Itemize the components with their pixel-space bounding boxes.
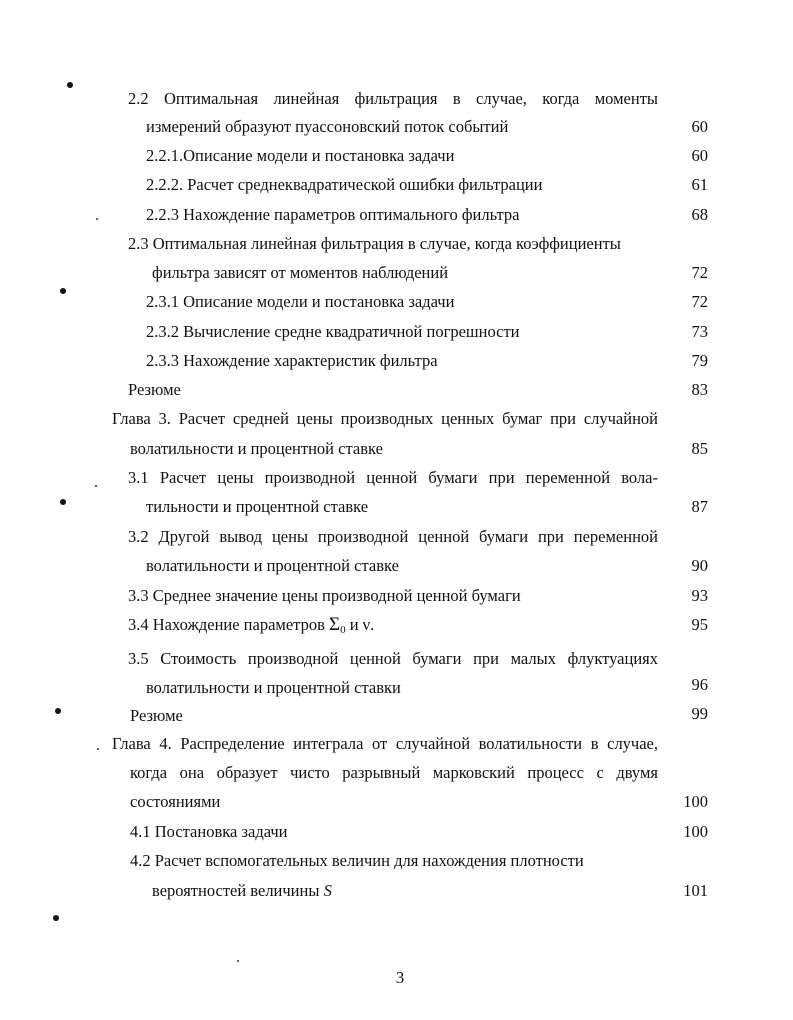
toc-entry-3-4-text: 3.4 Нахождение параметров bbox=[128, 615, 329, 634]
toc-page-number: 99 bbox=[691, 704, 708, 723]
toc-page-number: 61 bbox=[691, 175, 708, 194]
scan-mark bbox=[60, 499, 66, 505]
toc-entry-chapter-4-line2: когда она образует чисто разрывный марковский процесс с двумя bbox=[130, 763, 658, 782]
toc-page-number: 72 bbox=[691, 292, 708, 311]
toc-entry-3-5-line2: волатильности и процентной ставки bbox=[146, 678, 401, 697]
toc-entry-3-4 bbox=[128, 615, 374, 640]
toc-entry-3-1-line2: тильности и процентной ставке bbox=[146, 497, 369, 516]
toc-entry-4-2-line2 bbox=[152, 881, 332, 901]
toc-page-number: 79 bbox=[691, 351, 708, 370]
toc-entry-2-3-1: 2.3.1 Описание модели и постановка задачи bbox=[146, 292, 455, 311]
toc-entry-3-1-line1: 3.1 Расчет цены производной ценной бумаги при переменной вола- bbox=[128, 468, 658, 487]
scan-mark bbox=[53, 915, 59, 921]
toc-entry-2-2-1: 2.2.1.Описание модели и постановка задачи bbox=[146, 146, 455, 165]
scan-mark bbox=[67, 82, 73, 88]
toc-page-number: 100 bbox=[683, 822, 708, 841]
toc-entry-2-3-line1: 2.3 Оптимальная линейная фильтрация в случае, когда коэффициенты bbox=[128, 234, 621, 253]
sigma-subscript: 0 bbox=[340, 624, 346, 636]
toc-page-number: 60 bbox=[691, 117, 708, 136]
variable-s: S bbox=[323, 881, 332, 900]
toc-entry-2-2-3: 2.2.3 Нахождение параметров оптимального фильтра bbox=[146, 205, 520, 224]
toc-entry-4-2-line1: 4.2 Расчет вспомогательных величин для нахождения плотности bbox=[130, 851, 584, 870]
scan-speck bbox=[96, 218, 98, 220]
toc-page-number: 101 bbox=[683, 881, 708, 900]
scan-mark bbox=[55, 708, 61, 714]
toc-entry-3-2-line2: волатильности и процентной ставке bbox=[146, 556, 399, 575]
toc-page-number: 85 bbox=[691, 439, 708, 458]
scan-speck bbox=[237, 960, 239, 962]
scan-speck bbox=[95, 485, 97, 487]
toc-page-number: 87 bbox=[691, 497, 708, 516]
toc-entry-summary-ch3: Резюме bbox=[130, 706, 183, 725]
toc-entry-chapter-3-line2: волатильности и процентной ставке bbox=[130, 439, 383, 458]
toc-entry-4-1: 4.1 Постановка задачи bbox=[130, 822, 288, 841]
toc-page-number: 100 bbox=[683, 792, 708, 811]
toc-page-number: 73 bbox=[691, 322, 708, 341]
toc-page-number: 96 bbox=[691, 675, 708, 694]
sigma-symbol: Σ bbox=[329, 614, 341, 635]
scan-mark bbox=[60, 288, 66, 294]
toc-page-number: 83 bbox=[691, 380, 708, 399]
toc-entry-3-4-tail: и ν. bbox=[345, 615, 375, 634]
toc-entry-2-2-2: 2.2.2. Расчет среднеквадратической ошибки фильтрации bbox=[146, 175, 543, 194]
toc-entry-4-2-text: вероятностей величины bbox=[152, 881, 324, 900]
page-number: 3 bbox=[395, 968, 405, 987]
toc-page-number: 72 bbox=[691, 263, 708, 282]
toc-entry-chapter-4-line1: Глава 4. Распределение интеграла от случайной волатильности в случае, bbox=[112, 734, 658, 753]
toc-entry-chapter-3-line1: Глава 3. Расчет средней цены производных ценных бумаг при случайной bbox=[112, 409, 658, 428]
toc-page-number: 93 bbox=[691, 586, 708, 605]
toc-entry-2-3-2: 2.3.2 Вычисление средне квадратичной погрешности bbox=[146, 322, 520, 341]
toc-page-number: 95 bbox=[691, 615, 708, 634]
toc-entry-2-2-line2: измерений образуют пуассоновский поток событий bbox=[146, 117, 509, 136]
scan-speck bbox=[97, 748, 99, 750]
toc-entry-3-3: 3.3 Среднее значение цены производной ценной бумаги bbox=[128, 586, 521, 605]
toc-entry-2-3-line2: фильтра зависят от моментов наблюдений bbox=[152, 263, 449, 282]
toc-entry-summary-ch2: Резюме bbox=[128, 380, 181, 399]
toc-page-number: 60 bbox=[691, 146, 708, 165]
toc-entry-3-2-line1: 3.2 Другой вывод цены производной ценной бумаги при переменной bbox=[128, 527, 658, 546]
toc-entry-chapter-4-line3: состояниями bbox=[130, 792, 221, 811]
toc-entry-2-3-3: 2.3.3 Нахождение характеристик фильтра bbox=[146, 351, 438, 370]
toc-page-number: 68 bbox=[691, 205, 708, 224]
toc-page-number: 90 bbox=[691, 556, 708, 575]
toc-entry-3-5-line1: 3.5 Стоимость производной ценной бумаги при малых флуктуациях bbox=[128, 649, 658, 668]
toc-entry-2-2-line1: 2.2 Оптимальная линейная фильтрация в случае, когда моменты bbox=[128, 89, 658, 108]
